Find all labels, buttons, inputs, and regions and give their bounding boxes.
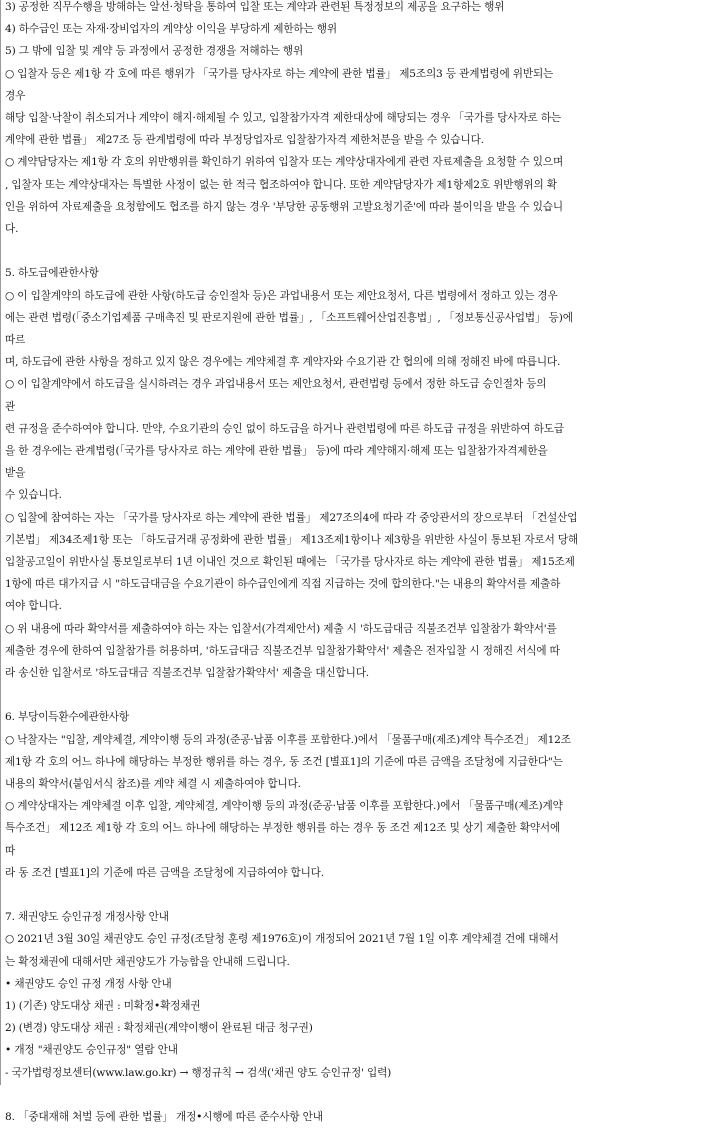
text-line: 관 [5,400,16,413]
text-line: 4) 하수급인 또는 자재·장비업자의 계약상 이익을 부당하게 제한하는 행위 [5,23,337,36]
text-line: 을 한 경우에는 관계법령(「국가를 당사자로 하는 계약에 관한 법률」 등)에 따라 계약해지·해제 또는 입찰참가자격제한을 [5,445,548,457]
text-line: 5) 그 밖에 입찰 및 계약 등 과정에서 공정한 경쟁을 저해하는 행위 [5,45,304,58]
text-line: 7. 채권양도 승인규정 개정사항 안내 [5,911,169,924]
text-line [5,684,714,706]
text-line: 라 동 조건 [별표1]의 기준에 따른 금액을 조달청에 지급하여야 합니다. [5,866,324,879]
text-line: 련 규정을 준수하여야 합니다. 만약, 수요기관의 승인 없이 하도급을 하거나 관련법령에 따른 하도급 규정을 위반하여 하도급 [5,422,564,435]
text-line: ○ 계약담당자는 제1항 각 호의 위반행위를 확인하기 위하여 입찰자 또는 계약상대자에게 관련 자료제출을 요청할 수 있으며 [5,156,564,169]
text-line: 경우 [5,89,26,102]
text-line: 내용의 확약서(붙임서식 참조)를 계약 체결 시 제출하여야 합니다. [5,778,301,790]
text-line: 특수조건」 제12조 제1항 각 호의 어느 하나에 해당하는 부정한 행위를 하는 경우 동 조건 제12조 및 상기 제출한 확약서에 [5,822,561,835]
text-line: 제출한 경우에 한하여 입찰참가를 허용하며, '하도급대금 직불조건부 입찰참가확약서' 제출은 전자입찰 시 정해진 서식에 따 [5,644,560,657]
text-line: 여야 합니다. [5,600,62,613]
text-line [5,884,714,906]
text-line: 2) (변경) 양도대상 채권 : 확정채권(계약이행이 완료된 대금 청구권) [5,1022,313,1035]
text-line: 6. 부당이득환수에관한사항 [5,711,129,724]
text-line: • 개정 "채권양도 승인규정" 열람 안내 [5,1044,178,1057]
text-line: 3) 공정한 직무수행을 방해하는 알선·청탁을 통하여 입찰 또는 계약과 관련된 특정정보의 제공을 요구하는 행위 [5,1,505,13]
text-line: 따르 [5,334,26,346]
text-line: 계약에 관한 법률」 제27조 등 관계법령에 따라 부정당업자로 입찰참가자격 제한처분을 받을 수 있습니다. [5,134,484,147]
text-line: ○ 이 입찰계약의 하도급에 관한 사항(하도급 승인절차 등)은 과업내용서 또는 제안요청서, 다른 법령에서 정하고 있는 경우 [5,289,558,302]
text-line: 기본법」 제34조제1항 또는 「하도급거래 공정화에 관한 법률」 제13조제1항이나 제3항을 위반한 사실이 통보된 자로서 당해 [5,533,579,546]
text-line: 8. 「중대재해 처벌 등에 관한 법률」 개정•시행에 따른 준수사항 안내 [5,1111,323,1123]
text-line: - 국가법령정보센터(www.law.go.kr) → 행정규칙 → 검색('채권 양도 승인규정' 입력) [5,1066,392,1079]
text-line: 인을 위하여 자료제출을 요청함에도 협조를 하지 않는 경우 '부당한 공동행위 고발요청기준'에 따라 불이익을 받을 수 있습니 [5,200,563,213]
text-line: ○ 입찰자 등은 제1항 각 호에 따른 행위가 「국가를 당사자로 하는 계약에 관한 법률」 제5조의3 등 관계법령에 위반되는 [5,67,554,80]
text-line: 1) (기존) 양도대상 채권 : 미확정•확정채권 [5,1000,201,1012]
text-line [5,240,714,262]
text-line: ○ 낙찰자는 "입찰, 계약체결, 계약이행 등의 과정(준공·납품 이후를 포함한다.)에서 「물품구매(제조)계약 특수조건」 제12조 [5,733,571,746]
text-line: 입찰공고일이 위반사실 통보일로부터 1년 이내인 것으로 확인된 때에는 「국가를 당사자로 하는 계약에 관한 법률」 제15조제 [5,556,575,568]
text-line: 다. [5,223,19,235]
text-line: 5. 하도급에관한사항 [5,267,99,280]
text-line: 수 있습니다. [5,489,62,502]
text-line: ○ 계약상대자는 계약체결 이후 입찰, 계약체결, 계약이행 등의 과정(준공·납품 이후를 포함한다.)에서 「물품구매(제조)계약 [5,800,563,813]
text-line: ○ 이 입찰계약에서 하도급을 실시하려는 경우 과업내용서 또는 제안요청서, 관련법령 등에서 정한 하도급 승인절차 등의 [5,378,547,391]
text-line: ○ 위 내용에 따라 확약서를 제출하여야 하는 자는 입찰서(가격제안서) 제출 시 '하도급대금 직불조건부 입찰참가 확약서'를 [5,622,557,635]
text-line: ○ 입찰에 참여하는 자는 「국가를 당사자로 하는 계약에 관한 법률」 제27조의4에 따라 각 중앙관서의 장으로부터 「건설산업 [5,511,578,524]
text-line [5,1084,714,1106]
text-line: 라 송신한 입찰서로 '하도급대금 직불조건부 입찰참가확약서' 제출을 대신합니다. [5,667,370,679]
text-line: 받을 [5,467,26,480]
text-line: ○ 2021년 3월 30일 채권양도 승인 규정(조달청 훈령 제1976호)이 개정되어 2021년 7월 1일 이후 계약체결 건에 대해서 [5,933,559,946]
text-line: • 채권양도 승인 규정 개정 사항 안내 [5,977,172,990]
text-line: 는 확정채권에 대해서만 채권양도가 가능함을 안내해 드립니다. [5,955,290,968]
text-line: 며, 하도급에 관한 사항을 정하고 있지 않은 경우에는 계약체결 후 계약자와 수요기관 간 협의에 의해 정해진 바에 따릅니다. [5,356,561,369]
text-line: 에는 관련 법령(「중소기업제품 구매촉진 및 판로지원에 관한 법률」, 「소프트웨어산업진흥법」, 「정보통신공사업법」 등)에 [5,311,573,324]
text-line: 1항에 따른 대가지급 시 "하도급대금을 수요기관이 하수급인에게 직접 지급하는 것에 합의한다."는 내용의 확약서를 제출하 [5,578,561,591]
text-line: 따 [5,844,16,857]
text-line: 해당 입찰·낙찰이 취소되거나 계약이 해지·해제될 수 있고, 입찰참가자격 제한대상에 해당되는 경우 「국가를 당사자로 하는 [5,112,562,124]
text-line: 제1항 각 호의 어느 하나에 해당하는 부정한 행위를 하는 경우, 동 조건 [별표1]의 기준에 따른 금액을 조달청에 지급한다"는 [5,755,563,768]
text-line: , 입찰자 또는 계약상대자는 특별한 사정이 없는 한 적극 협조하여야 합니다. 또한 계약담당자가 제1항제2호 위반행위의 확 [5,178,557,191]
